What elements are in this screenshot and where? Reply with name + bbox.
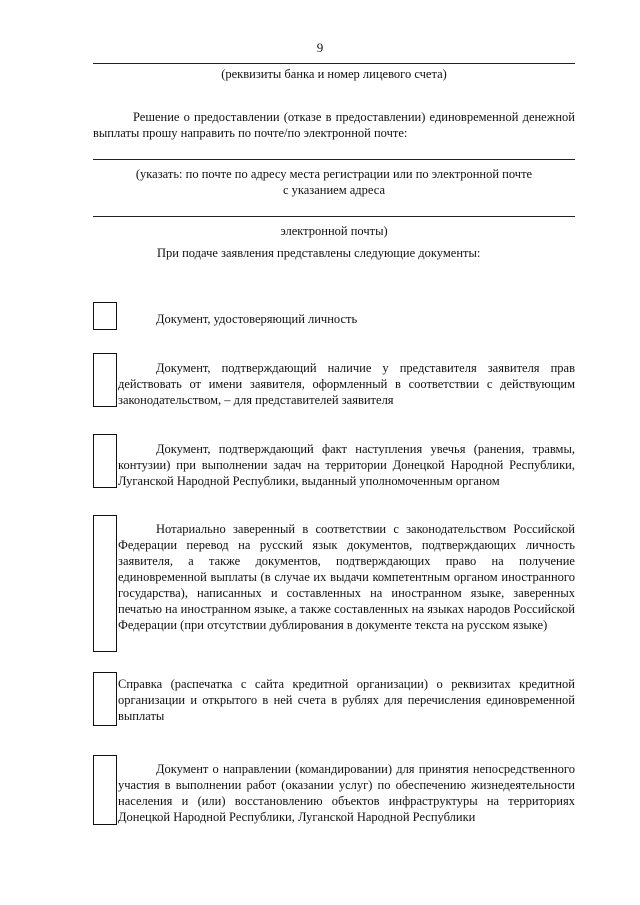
document-label-1: Документ, удостоверяющий личность	[156, 312, 358, 326]
document-checkbox-2[interactable]	[93, 353, 117, 407]
document-label-6: Документ о направлении (командировании) для принятия непосредственного участия в выполнении работ (оказании услуг) по обеспечению жизнедеятельности населения и (или) восстановлению объектов инфраструктуры на территориях Донецкой Народной Республики, Луганской Народной Республики	[118, 762, 575, 824]
document-checkbox-6[interactable]	[93, 755, 117, 825]
document-checkbox-4[interactable]	[93, 515, 117, 652]
document-checkbox-1[interactable]	[93, 302, 117, 330]
decision-paragraph: Решение о предоставлении (отказе в предоставлении) единовременной денежной выплаты прошу направить по почте/по электронной почте:	[93, 110, 575, 140]
delivery-method-line	[93, 159, 575, 160]
delivery-note-line1: (указать: по почте по адресу места регистрации или по электронной почте	[135, 167, 533, 181]
document-label-2: Документ, подтверждающий наличие у представителя заявителя прав действовать от имени заявителя, оформленный в соответствии с действующим законодательством, – для представителей заявителя	[118, 361, 575, 407]
bank-details-caption: (реквизиты банка и номер лицевого счета)	[221, 67, 447, 81]
email-caption: электронной почты)	[280, 224, 388, 238]
document-label-5: Справка (распечатка с сайта кредитной организации) о реквизитах кредитной организации и открытого в ней счета в рублях для перечисления единовременной выплаты	[118, 677, 575, 723]
documents-intro: При подаче заявления представлены следующие документы:	[157, 246, 481, 260]
document-checkbox-3[interactable]	[93, 434, 117, 488]
document-label-4: Нотариально заверенный в соответствии с законодательством Российской Федерации перевод на русский язык документов, подтверждающих личность заявителя, а также документов, подтверждающих право на получение единовременной выплаты (в случае их выдачи компетентным органом иностранного государства), написанных и составленных на иностранном языке, заверенных печатью на иностранном языке, а также составленных на языках народов Российской Федерации (при отсутствии дублирования в документе текста на русском языке)	[118, 522, 575, 632]
document-label-3: Документ, подтверждающий факт наступления увечья (ранения, травмы, контузии) при выполнении задач на территории Донецкой Народной Республики, Луганской Народной Республики, выданный уполномоченным органом	[118, 442, 575, 488]
delivery-note-line2: с указанием адреса	[282, 183, 386, 197]
page-number: 9	[316, 40, 324, 55]
email-line	[93, 216, 575, 217]
document-checkbox-5[interactable]	[93, 672, 117, 726]
bank-details-line	[93, 63, 575, 64]
